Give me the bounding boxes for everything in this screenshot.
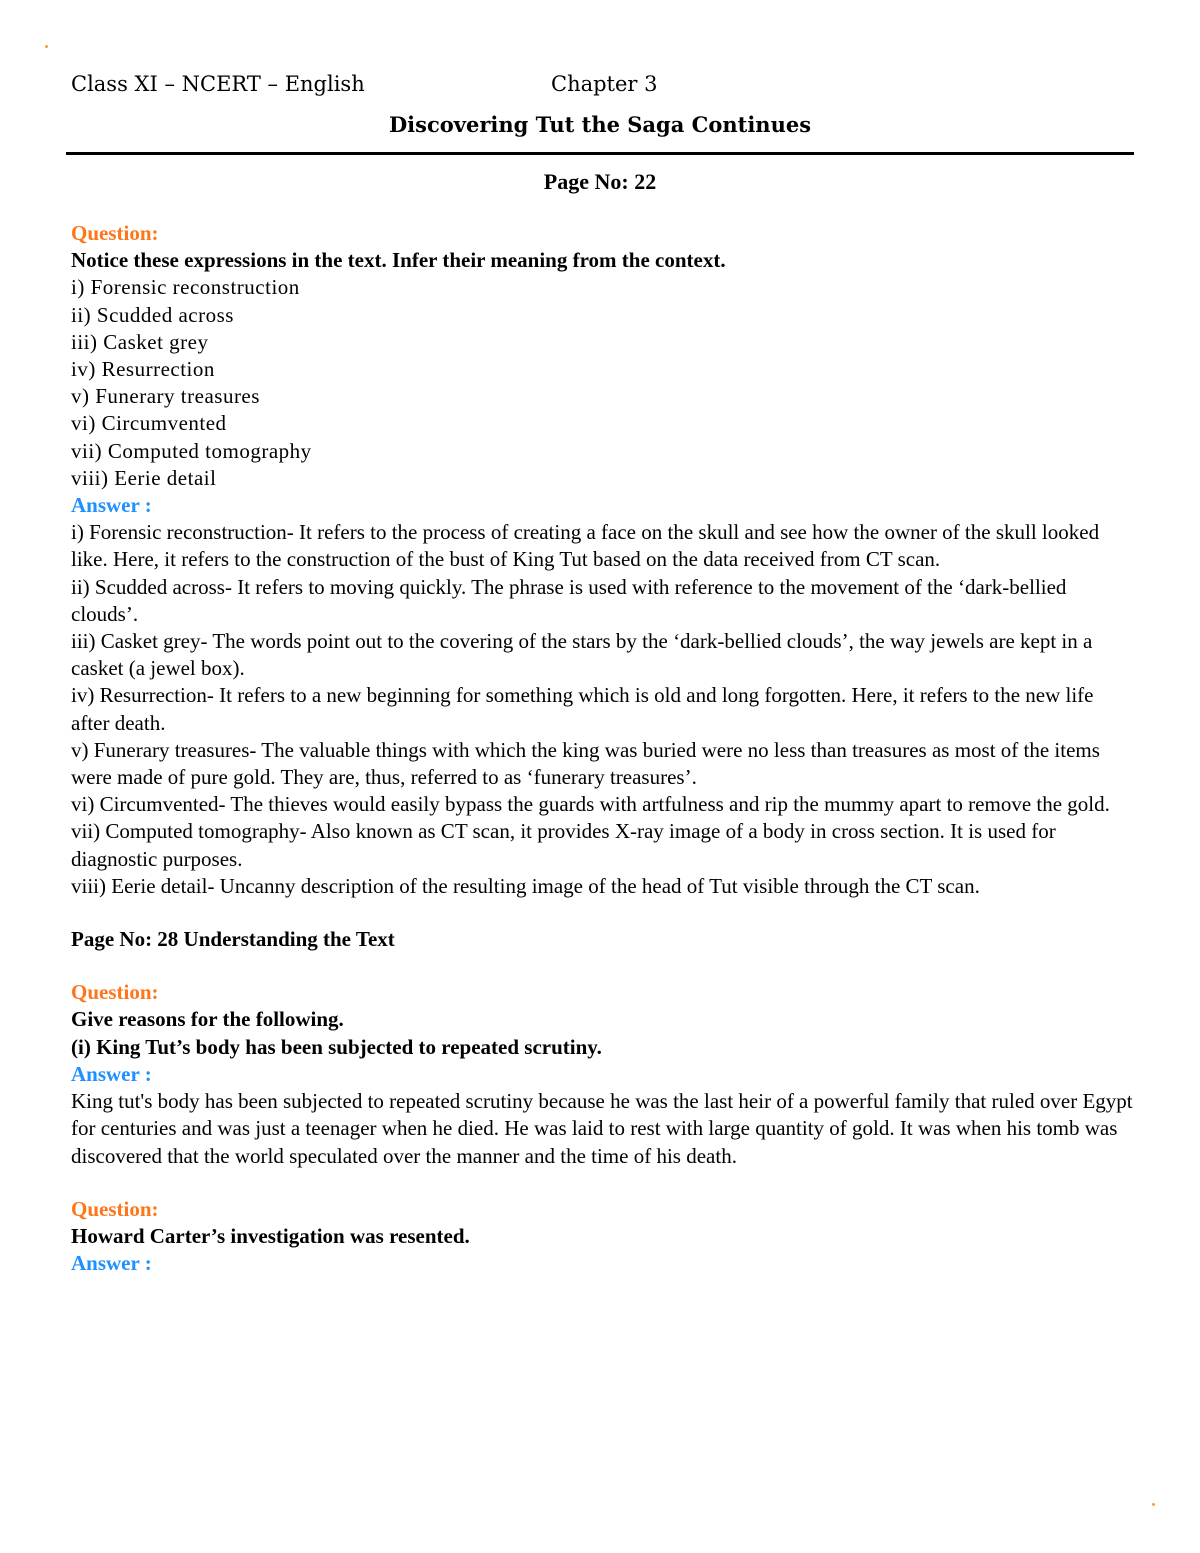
spacer (71, 953, 1135, 979)
expression-item: v) Funerary treasures (71, 384, 260, 409)
corner-dot-top (45, 45, 48, 48)
section-heading: Page No: 28 Understanding the Text (71, 927, 395, 952)
answer-paragraph: vi) Circumvented- The thieves would easily bypass the guards with artfulness and rip the mummy apart to remove the gold. (71, 792, 1110, 817)
question-text: Howard Carter’s investigation was resented. (71, 1223, 470, 1248)
answer-label: Answer : (71, 1061, 152, 1086)
answer-paragraph: ii) Scudded across- It refers to moving quickly. The phrase is used with reference to the movement of the ‘dark-bellied clouds’. (71, 574, 1067, 626)
document-body (71, 220, 1135, 1277)
expression-item: iii) Casket grey (71, 329, 209, 354)
answer-paragraph: i) Forensic reconstruction- It refers to the process of creating a face on the skull and see how the owner of the skull looked like. Here, it refers to the construction of the bust of King Tut based on the data received from CT scan. (71, 520, 1100, 572)
spacer (71, 1170, 1135, 1196)
question-text: Give reasons for the following. (71, 1007, 344, 1032)
answer-paragraph: iii) Casket grey- The words point out to the covering of the stars by the ‘dark-bellied clouds’, the way jewels are kept in a casket (a jewel box). (71, 629, 1093, 681)
chapter-title: Discovering Tut the Saga Continues (388, 112, 812, 137)
question-label: Question: (71, 980, 159, 1005)
corner-dot-bottom (1152, 1503, 1155, 1506)
spacer (71, 900, 1135, 926)
question-label: Question: (71, 1196, 159, 1221)
expression-item: viii) Eerie detail (71, 465, 217, 490)
class-label: Class XI – NCERT – English (71, 72, 365, 96)
answer-paragraph: viii) Eerie detail- Uncanny description of the resulting image of the head of Tut visible through the CT scan. (71, 873, 980, 898)
answer-label: Answer : (71, 1251, 152, 1276)
expression-item: i) Forensic reconstruction (71, 275, 300, 300)
answer-paragraph: v) Funerary treasures- The valuable things with which the king was buried were no less than treasures as most of the items were made of pure gold. They are, thus, referred to as ‘funerary treasures’. (71, 737, 1100, 790)
answer-paragraph: iv) Resurrection- It refers to a new beginning for something which is old and long forgotten. Here, it refers to the new life after death. (71, 683, 1094, 735)
question-label: Question: (71, 221, 159, 245)
expression-item: vii) Computed tomography (71, 438, 312, 463)
answer-paragraph: King tut's body has been subjected to repeated scrutiny because he was the last heir of a powerful family that ruled over Egypt for centuries and was just a teenager when he died. He was laid to rest with large quantity of gold. It was when his tomb was discovered that the world speculated over the manner and the time of his death. (71, 1089, 1133, 1168)
page-number: Page No: 22 (543, 169, 657, 194)
answer-label: Answer : (71, 493, 152, 518)
header-divider (66, 152, 1134, 155)
question-text: Notice these expressions in the text. Infer their meaning from the context. (71, 248, 726, 273)
expression-item: vi) Circumvented (71, 411, 227, 436)
sub-question: (i) King Tut’s body has been subjected to repeated scrutiny. (71, 1034, 602, 1059)
expression-item: iv) Resurrection (71, 357, 215, 382)
answer-paragraph: vii) Computed tomography- Also known as CT scan, it provides X-ray image of a body in cross section. It is used for diagnostic purposes. (71, 819, 1056, 871)
expression-item: ii) Scudded across (71, 302, 234, 327)
chapter-label: Chapter 3 (551, 72, 658, 96)
